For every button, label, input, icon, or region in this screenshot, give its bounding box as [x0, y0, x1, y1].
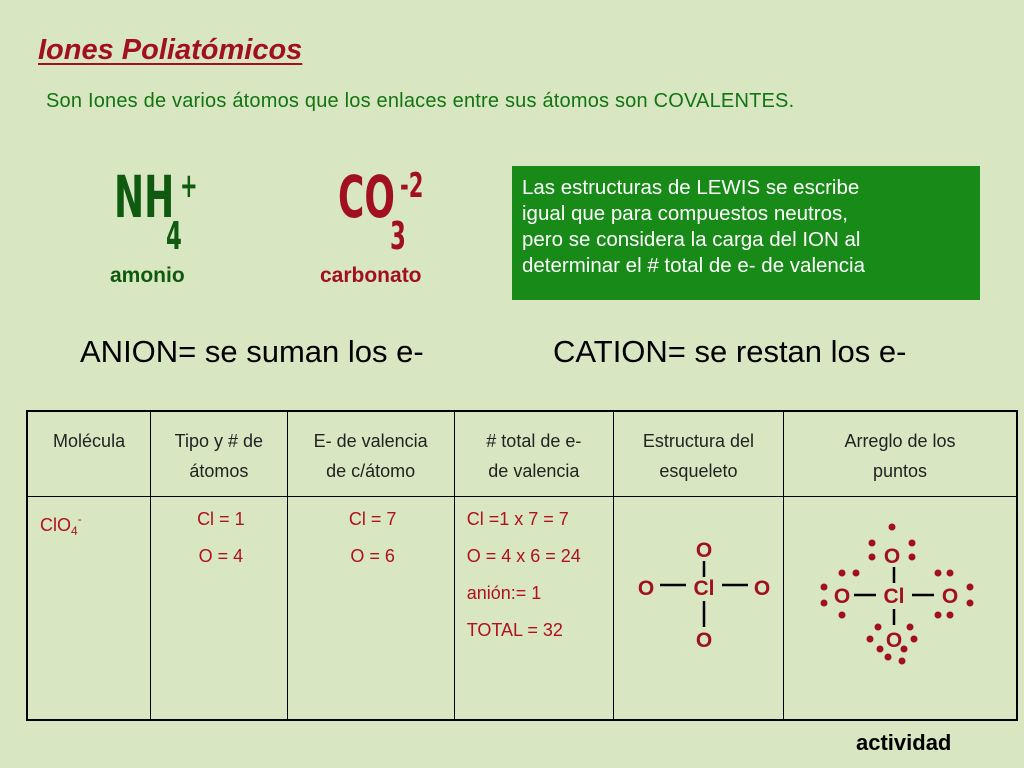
cation-rule: CATION= se restan los e-: [553, 334, 907, 369]
atom-count: Cl = 1: [197, 509, 245, 529]
electron-dot: [838, 570, 845, 577]
electron-dot: [966, 600, 973, 607]
electron-dot: [934, 570, 941, 577]
ion-name-carbonate: carbonato: [320, 264, 422, 287]
electron-dot: [946, 612, 953, 619]
electron-dot: [820, 584, 827, 591]
electron-dot: [966, 584, 973, 591]
cell-dot-arrangement: [783, 497, 1017, 721]
electron-dot: [874, 624, 881, 631]
electron-dot: [868, 554, 875, 561]
valence-value: O = 6: [350, 546, 395, 566]
electron-dot: [876, 646, 883, 653]
dot-atom-top: O: [883, 545, 901, 568]
valence-electron-table: [26, 410, 1018, 721]
skeleton-atom-bottom: O: [695, 629, 713, 652]
lewis-dot-structure-diagram: [784, 497, 1016, 719]
ion-charge: -2: [400, 166, 424, 206]
page-title: Iones Poliatómicos: [38, 34, 303, 66]
header-dot-arrangement: [783, 411, 1017, 497]
lewis-info-box: [512, 166, 980, 300]
electron-dot: [888, 524, 895, 531]
total-line: O = 4 x 6 = 24: [466, 546, 581, 566]
ion-subscript: 3: [390, 214, 406, 258]
electron-dot: [898, 658, 905, 665]
electron-dot: [908, 540, 915, 547]
table-row: [27, 497, 1017, 721]
cell-valence: [287, 497, 454, 721]
skeleton-structure-diagram: [614, 497, 782, 719]
ion-symbol: CO: [338, 163, 395, 231]
info-line: igual que para compuestos neutros,: [522, 202, 848, 225]
header-text: esqueleto: [659, 461, 738, 481]
ion-charge: +: [180, 166, 198, 206]
header-text: Estructura del: [642, 431, 754, 451]
electron-dot: [946, 570, 953, 577]
electron-dot: [908, 554, 915, 561]
header-text: de c/átomo: [326, 461, 416, 481]
electron-dot: [866, 636, 873, 643]
header-skeleton: [613, 411, 783, 497]
total-line: anión:= 1: [466, 583, 542, 603]
activity-link[interactable]: actividad: [856, 730, 952, 755]
dot-atom-left: O: [833, 585, 851, 608]
info-line: determinar el # total de e- de valencia: [522, 254, 866, 277]
header-total-valence: [454, 411, 613, 497]
header-text: átomos: [189, 461, 249, 481]
dot-atom-center: Cl: [883, 585, 905, 608]
molecule-superscript: -: [77, 512, 82, 526]
electron-dot: [838, 612, 845, 619]
cell-molecule: [27, 497, 151, 721]
dot-atom-bottom: O: [885, 629, 903, 652]
info-line: Las estructuras de LEWIS se escribe: [522, 176, 860, 199]
molecule-base: ClO: [40, 515, 71, 535]
electron-dot: [868, 540, 875, 547]
table-header-row: [27, 411, 1017, 497]
total-line: TOTAL = 32: [466, 620, 563, 640]
skeleton-atom-top: O: [695, 539, 713, 562]
cell-total: [454, 497, 613, 721]
info-line: pero se considera la carga del ION al: [522, 228, 861, 251]
electron-dot: [906, 624, 913, 631]
skeleton-atom-right: O: [753, 577, 771, 600]
header-text: Molécula: [53, 431, 126, 451]
molecule-subscript: 4: [71, 524, 78, 538]
dot-atom-right: O: [941, 585, 959, 608]
atom-count: O = 4: [198, 546, 244, 566]
header-text: # total de e-: [486, 431, 582, 451]
electron-dot: [820, 600, 827, 607]
electron-dot: [852, 570, 859, 577]
total-line: Cl =1 x 7 = 7: [466, 509, 569, 529]
header-text: Tipo y # de: [174, 431, 264, 451]
valence-value: Cl = 7: [348, 509, 397, 529]
header-text: puntos: [872, 461, 927, 481]
ion-symbol: NH: [114, 163, 175, 231]
electron-dot: [910, 636, 917, 643]
header-text: de valencia: [488, 461, 580, 481]
anion-rule: ANION= se suman los e-: [80, 334, 424, 369]
subtitle: Son Iones de varios átomos que los enlaces entre sus átomos son COVALENTES.: [46, 90, 795, 112]
skeleton-atom-left: O: [637, 577, 655, 600]
header-valence-per-atom: [287, 411, 454, 497]
header-molecule: [27, 411, 151, 497]
electron-dot: [934, 612, 941, 619]
cell-skeleton: [613, 497, 783, 721]
header-text: Arreglo de los: [844, 431, 956, 451]
ion-name-ammonium: amonio: [110, 264, 185, 287]
electron-dot: [884, 654, 891, 661]
ion-subscript: 4: [166, 214, 182, 258]
header-atom-type: [151, 411, 287, 497]
cell-atoms: [151, 497, 287, 721]
header-text: E- de valencia: [313, 431, 428, 451]
skeleton-atom-center: Cl: [693, 577, 715, 600]
